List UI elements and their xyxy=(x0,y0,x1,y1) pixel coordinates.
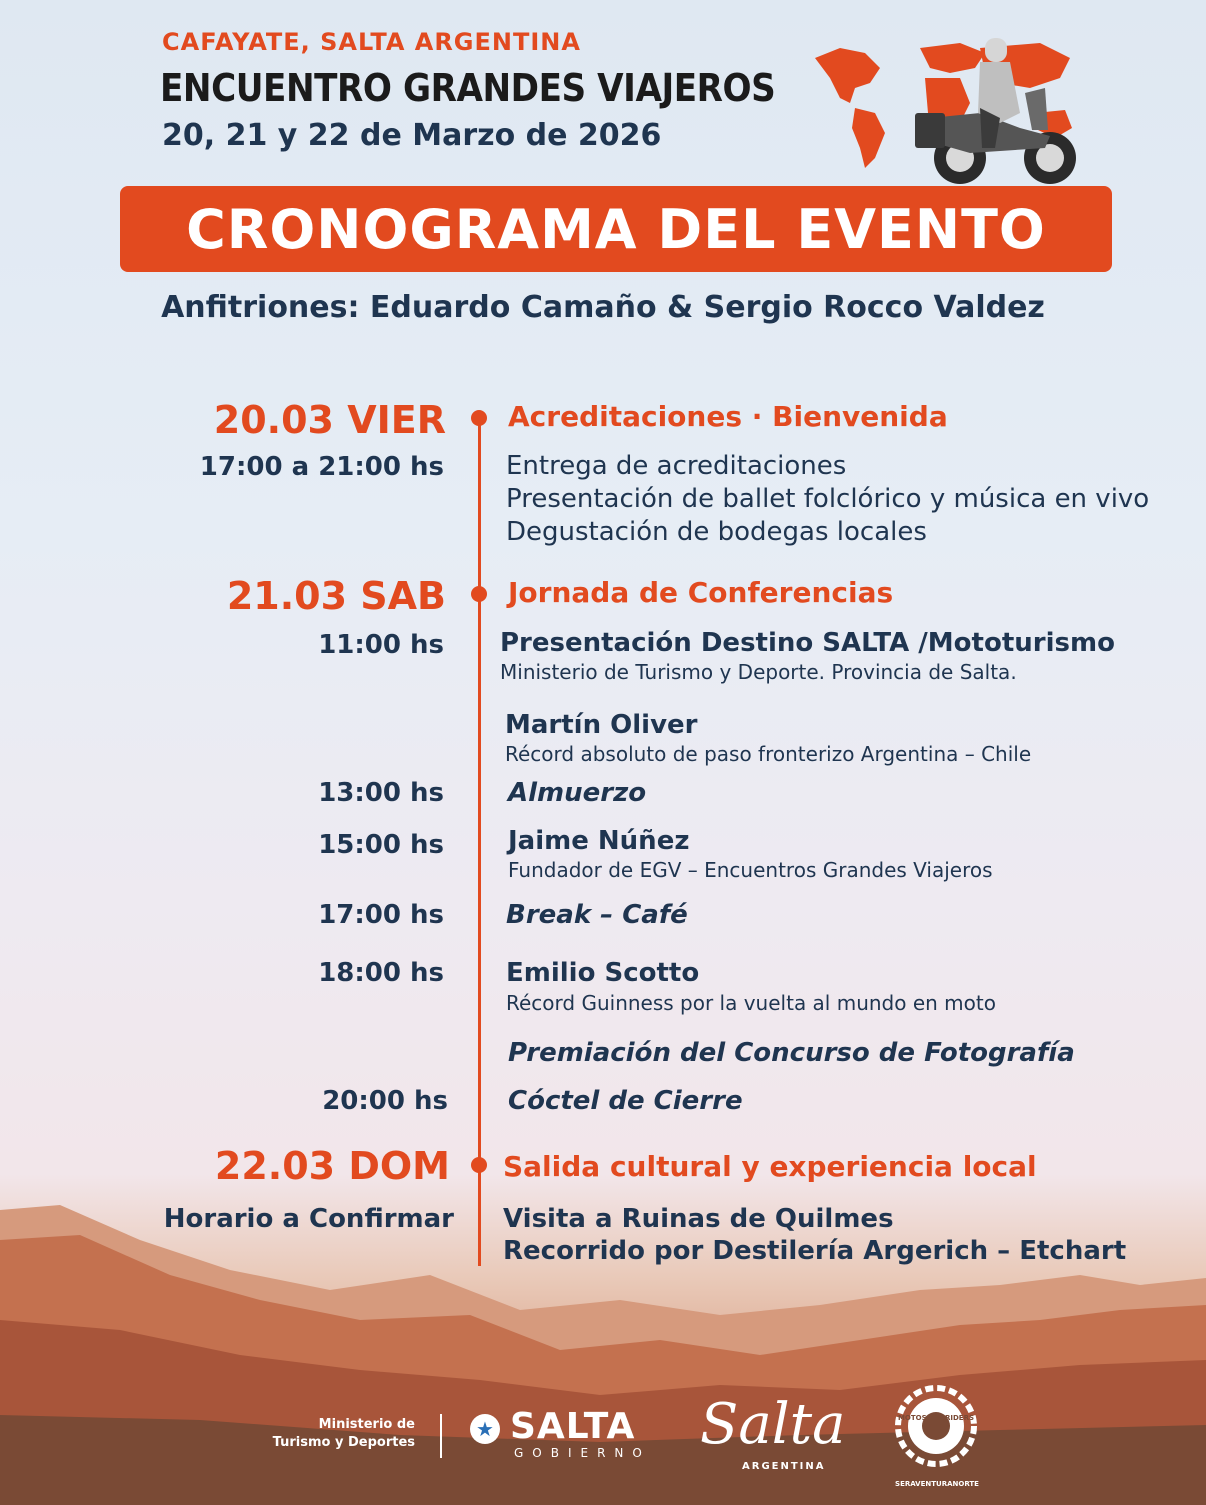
event-subtitle: Récord absoluto de paso fronterizo Argentina – Chile xyxy=(505,742,1032,766)
event-subtitle: Récord Guinness por la vuelta al mundo en moto xyxy=(506,991,996,1015)
event-title: Cóctel de Cierre xyxy=(508,1086,743,1116)
time-label: 18:00 hs xyxy=(318,958,444,988)
event-title: Break – Café xyxy=(506,900,688,930)
day-label: 22.03 DOM xyxy=(214,1144,450,1188)
event-title: Presentación Destino SALTA /Mototurismo xyxy=(500,628,1115,658)
time-label: 15:00 hs xyxy=(318,830,444,860)
event-title: Martín Oliver xyxy=(505,710,698,740)
event-subtitle: Ministerio de Turismo y Deporte. Provincia de Salta. xyxy=(500,660,1017,684)
event-title: Premiación del Concurso de Fotografía xyxy=(508,1038,1075,1068)
event-location: CAFAYATE, SALTA ARGENTINA xyxy=(162,28,581,56)
salta-gobierno-logo: SALTA xyxy=(510,1406,636,1447)
event-subtitle: Fundador de EGV – Encuentros Grandes Viajeros xyxy=(508,858,993,882)
schedule-banner xyxy=(120,186,1112,272)
list-item: Degustación de bodegas locales xyxy=(506,517,927,547)
ministry-line: Turismo y Deportes xyxy=(272,1435,415,1450)
salta-argentina-logo: Salta xyxy=(700,1392,846,1457)
event-title: Jaime Núñez xyxy=(508,826,690,856)
list-item: Entrega de acreditaciones xyxy=(506,451,847,481)
time-label: 13:00 hs xyxy=(318,778,444,808)
day-heading: Jornada de Conferencias xyxy=(508,576,894,609)
time-label: 20:00 hs xyxy=(322,1086,448,1116)
time-label: Horario a Confirmar xyxy=(163,1204,454,1234)
event-title: Emilio Scotto xyxy=(506,958,700,988)
time-label: 17:00 hs xyxy=(318,900,444,930)
schedule-banner-label: CRONOGRAMA DEL EVENTO xyxy=(186,197,1046,261)
moto-logo-text: MOTOSALTARIDERS xyxy=(897,1414,975,1422)
day-label: 21.03 SAB xyxy=(226,574,446,618)
salta-gobierno-sub: GOBIERNO xyxy=(514,1446,651,1460)
world-map-motorcycle-illustration xyxy=(810,18,1090,190)
event-title: ENCUENTRO GRANDES VIAJEROS xyxy=(160,66,776,110)
ministry-line: Ministerio de xyxy=(318,1417,415,1432)
hosts: Anfitriones: Eduardo Camaño & Sergio Rocco Valdez xyxy=(161,290,1045,325)
gear-logo-icon xyxy=(894,1384,978,1468)
timeline-dot xyxy=(471,410,487,426)
time-label: 17:00 a 21:00 hs xyxy=(199,452,444,482)
day-heading: Acreditaciones · Bienvenida xyxy=(508,400,948,433)
list-item: Visita a Ruinas de Quilmes xyxy=(503,1204,894,1234)
timeline-dot xyxy=(471,586,487,602)
salta-argentina-sub: ARGENTINA xyxy=(742,1461,826,1472)
day-heading: Salida cultural y experiencia local xyxy=(503,1150,1037,1183)
timeline-line xyxy=(478,418,481,1266)
event-dates: 20, 21 y 22 de Marzo de 2026 xyxy=(162,118,662,153)
timeline-dot xyxy=(471,1157,487,1173)
day-label: 20.03 VIER xyxy=(213,398,446,442)
salta-star-icon: ★ xyxy=(470,1414,500,1444)
moto-handle: SERAVENTURANORTE xyxy=(895,1480,979,1488)
footer-divider xyxy=(440,1414,442,1458)
event-title: Almuerzo xyxy=(508,778,647,808)
time-label: 11:00 hs xyxy=(318,630,444,660)
list-item: Recorrido por Destilería Argerich – Etchart xyxy=(503,1236,1127,1266)
ministry-logo xyxy=(240,1416,415,1452)
list-item: Presentación de ballet folclórico y música en vivo xyxy=(506,484,1150,514)
